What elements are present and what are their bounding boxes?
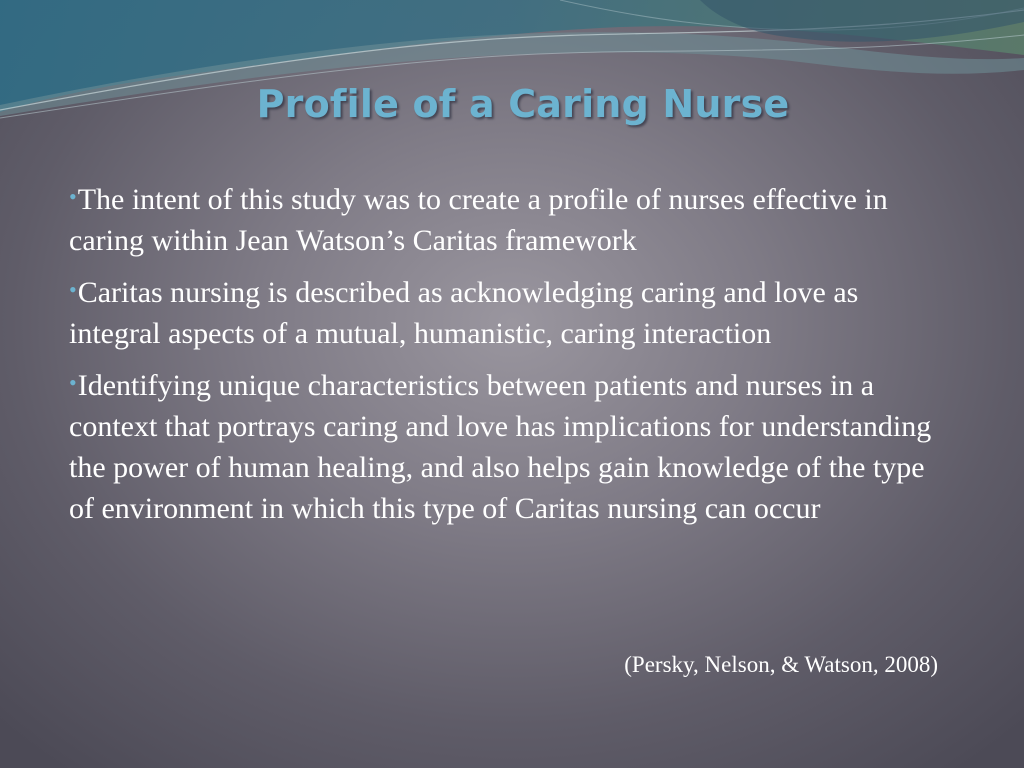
slide-title: Profile of a Caring Nurse (256, 82, 790, 126)
bullet-text: Identifying unique characteristics between patients and nurses in a context that portrays caring and love has implications for understanding the power of human healing, and also helps gain knowledge of the type of environment in which this type of Caritas nursing can occur (69, 369, 932, 525)
bullet-marker: • (69, 277, 77, 302)
citation: (Persky, Nelson, & Watson, 2008) (624, 652, 938, 677)
bullet-item-3 (69, 362, 939, 529)
bullet-marker: • (69, 184, 77, 209)
bullet-marker: • (69, 370, 77, 395)
bullet-text: The intent of this study was to create a profile of nurses effective in caring within Jean Watson’s Caritas framework (69, 183, 888, 257)
bullet-text: Caritas nursing is described as acknowledging caring and love as integral aspects of a mutual, humanistic, caring interaction (69, 276, 859, 350)
bullet-list (69, 176, 939, 537)
bullet-item-1 (69, 176, 939, 261)
bullet-item-2 (69, 269, 939, 354)
